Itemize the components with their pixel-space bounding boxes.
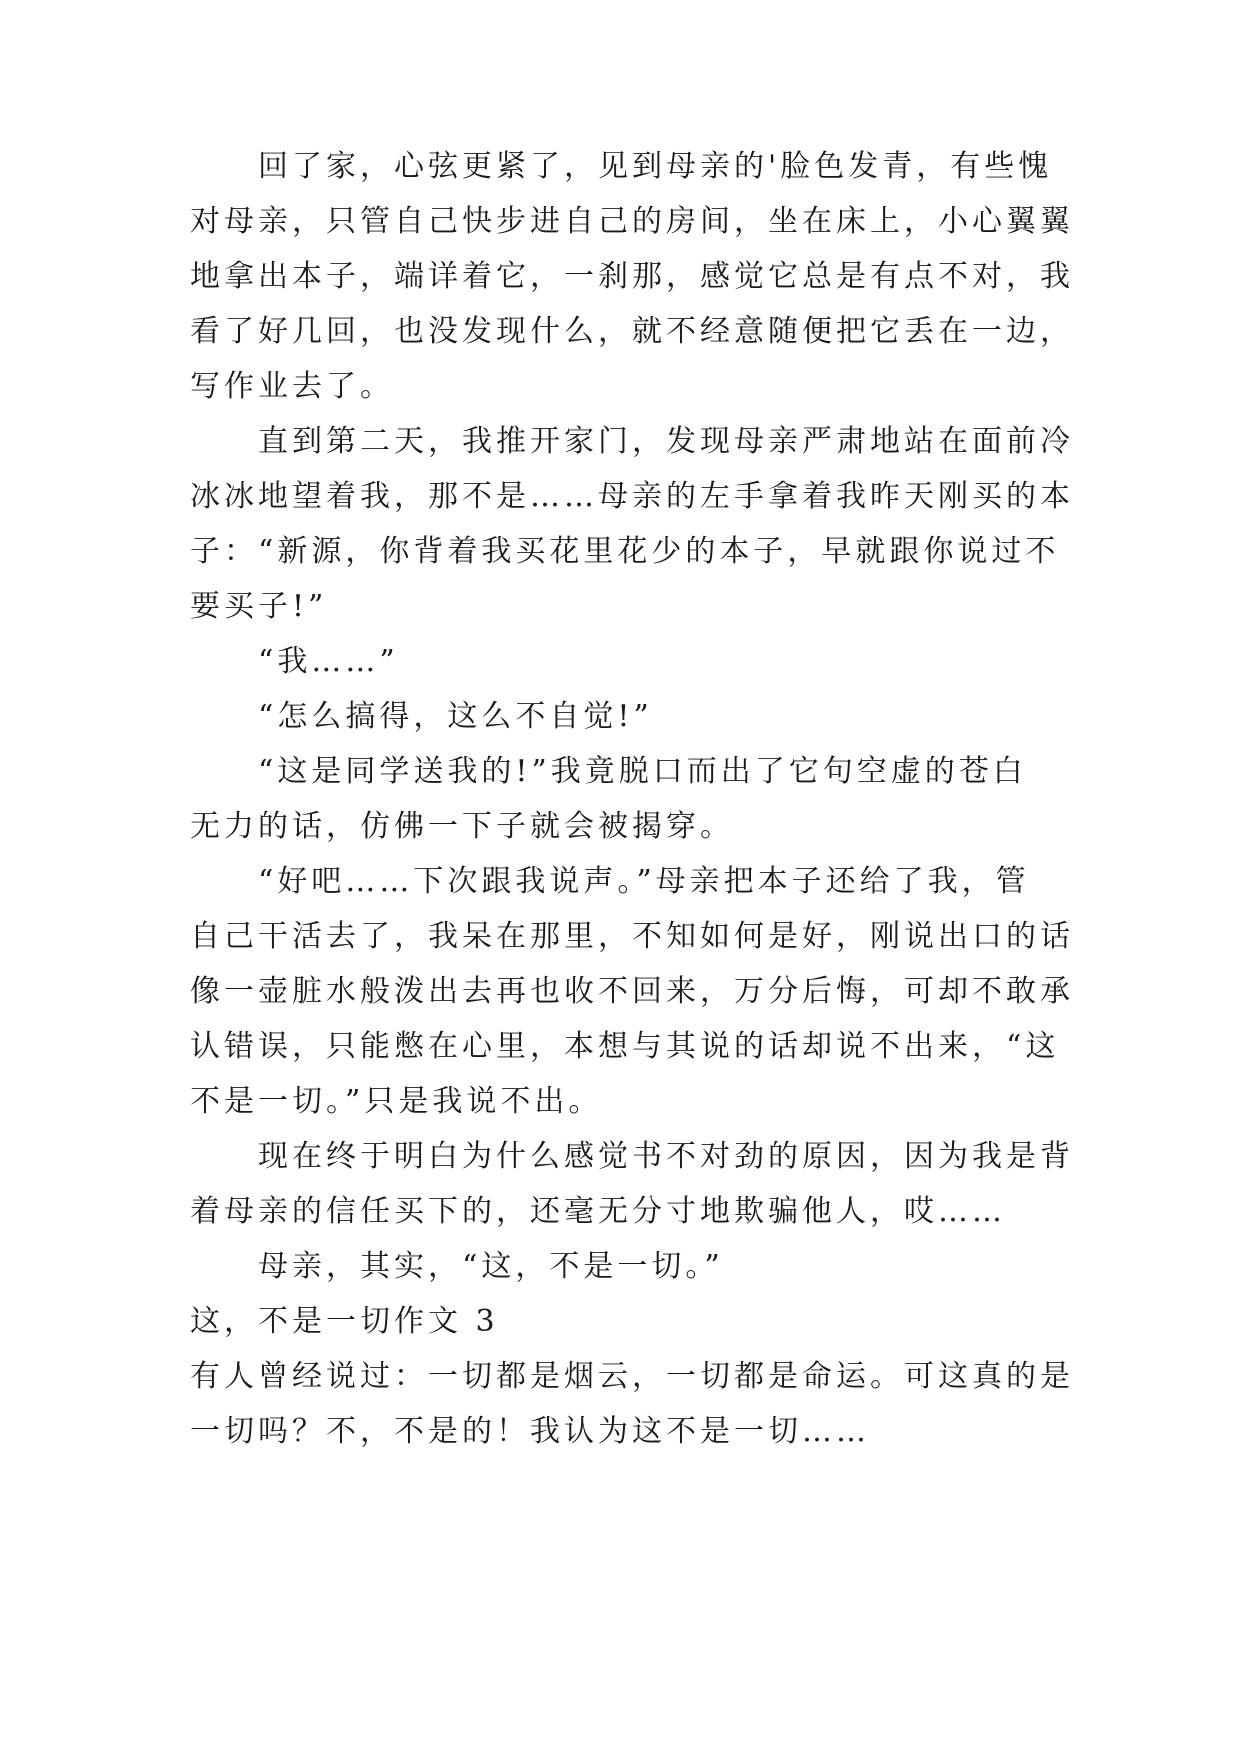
text-line: 地拿出本子，端详着它，一刹那，感觉它总是有点不对，我 [190, 259, 1074, 294]
text-line: 母亲，其实，“这，不是一切。” [190, 1249, 724, 1284]
text-line: 要买子!” [190, 589, 328, 624]
text-line: 对母亲，只管自己快步进自己的房间，坐在床上，小心翼翼 [190, 204, 1074, 239]
text-line: 着母亲的信任买下的，还毫无分寸地欺骗他人，哎…… [190, 1194, 1006, 1229]
text-line: 看了好几回，也没发现什么，就不经意随便把它丢在一边， [190, 314, 1074, 349]
text-line: 有人曾经说过：一切都是烟云，一切都是命运。可这真的是 [190, 1359, 1074, 1394]
text-line: 现在终于明白为什么感觉书不对劲的原因，因为我是背 [190, 1139, 1074, 1174]
text-line: 自己干活去了，我呆在那里，不知如何是好，刚说出口的话 [190, 919, 1074, 954]
text-line: 认错误，只能憋在心里，本想与其说的话却说不出来，“这 [190, 1029, 1060, 1064]
section-heading: 这，不是一切作文 3 [190, 1304, 499, 1339]
text-line: “这是同学送我的!”我竟脱口而出了它句空虚的苍白 [190, 754, 1027, 789]
text-line: 一切吗？不，不是的！我认为这不是一切…… [190, 1414, 870, 1449]
text-line: 像一壶脏水般泼出去再也收不回来，万分后悔，可却不敢承 [190, 974, 1074, 1009]
text-line: 不是一切。”只是我说不出。 [190, 1084, 603, 1119]
text-line: “我……” [190, 644, 399, 679]
text-line: “好吧……下次跟我说声。”母亲把本子还给了我，管 [190, 864, 1030, 899]
text-line: 子：“新源，你背着我买花里花少的本子，早就跟你说过不 [190, 534, 1060, 569]
text-line: 回了家，心弦更紧了，见到母亲的'脸色发青，有些愧 [190, 149, 1053, 184]
text-line: 冰冰地望着我，那不是……母亲的左手拿着我昨天刚买的本 [190, 479, 1074, 514]
text-line: “怎么搞得，这么不自觉!” [190, 699, 653, 734]
text-line: 写作业去了。 [190, 369, 394, 404]
text-line: 直到第二天，我推开家门，发现母亲严肃地站在面前冷 [190, 424, 1074, 459]
text-line: 无力的话，仿佛一下子就会被揭穿。 [190, 809, 734, 844]
